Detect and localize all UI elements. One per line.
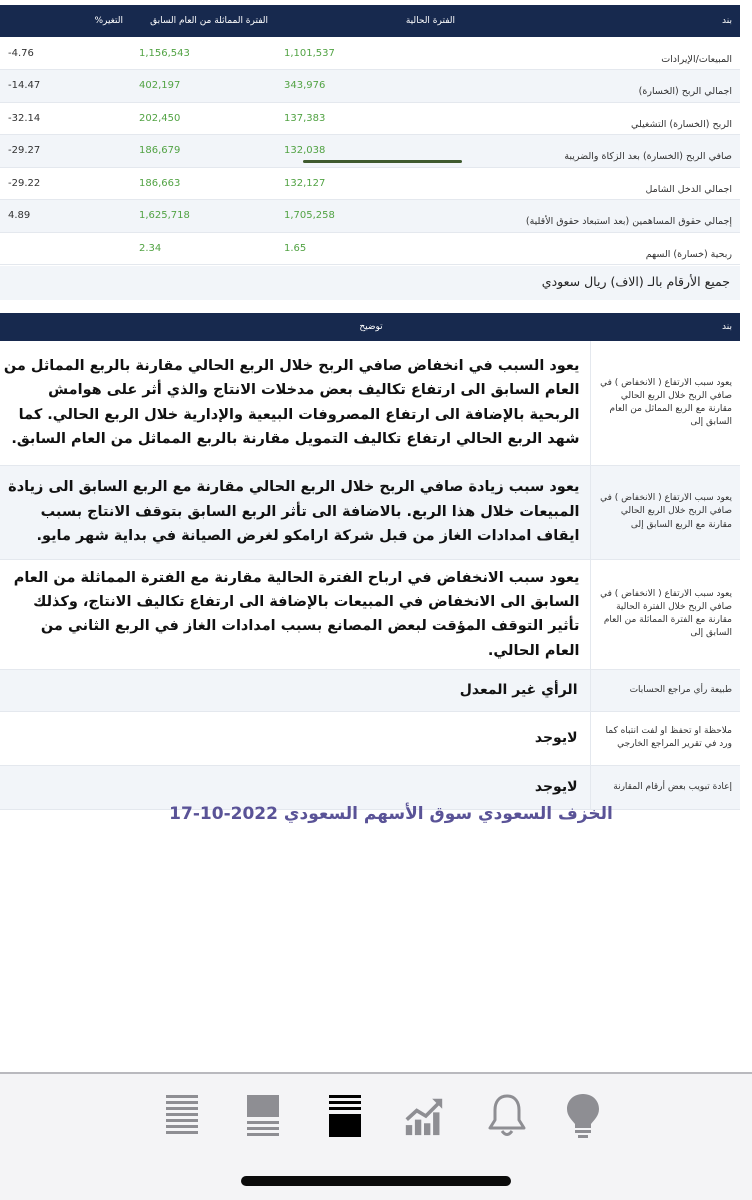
home-indicator[interactable] bbox=[241, 1176, 511, 1186]
row-previous: 1,156,543 bbox=[131, 37, 276, 70]
explanation-table-header bbox=[0, 313, 740, 341]
row-item: الربح (الخسارة) التشغيلي bbox=[463, 102, 740, 135]
row-label: ملاحظة او تحفظ او لفت انتباه كما ورد في تقرير المراجع الخارجي bbox=[590, 711, 740, 765]
chart-up-icon bbox=[404, 1094, 444, 1138]
row-current: 132,127 bbox=[276, 167, 463, 200]
row-current: 132,038 bbox=[276, 135, 463, 168]
financial-table-header bbox=[0, 5, 740, 37]
bottom-tab-bar bbox=[0, 1072, 752, 1200]
row-item: اجمالي الدخل الشامل bbox=[463, 167, 740, 200]
units-note: جميع الأرقام بالـ (الاف) ريال سعودي bbox=[0, 266, 740, 300]
tab-stack[interactable] bbox=[325, 1092, 365, 1140]
row-current: 1,101,537 bbox=[276, 37, 463, 70]
highlight-underline bbox=[303, 160, 462, 163]
row-label: يعود سبب الارتفاع ( الانخفاض ) في صافي الربح خلال الربع الحالي مقارنة مع الربع السابق إلى bbox=[590, 465, 740, 559]
table-row bbox=[0, 37, 740, 70]
row-current: 343,976 bbox=[276, 70, 463, 103]
row-current: 137,383 bbox=[276, 102, 463, 135]
lightbulb-icon bbox=[565, 1093, 601, 1139]
row-item: اجمالي الربح (الخسارة) bbox=[463, 70, 740, 103]
tab-list[interactable] bbox=[162, 1092, 202, 1140]
row-label: يعود سبب الارتفاع ( الانخفاض ) في صافي الربح خلال الربع الحالي مقارنة مع الربع المماثل من العام السابق إلى bbox=[590, 341, 740, 465]
row-item: إجمالي حقوق المساهمين (بعد استبعاد حقوق الأقلية) bbox=[463, 200, 740, 233]
row-explanation: يعود السبب في انخفاض صافي الربح خلال الربع الحالي مقارنة بالربع المماثل من العام السابق الى ارتفاع تكاليف بعض مدخلات الانتاج والذي أثر على هوامش الربحية بالإضافة الى ارتفاع المصروفات البيعية والإدارية خلال الربع الحالي. كما شهد الربع الحالي ارتفاع تكاليف التمويل مقارنة بالربع المماثل من العام السابق. bbox=[0, 341, 590, 465]
row-previous: 2.34 bbox=[131, 232, 276, 265]
header-item: بند bbox=[590, 313, 740, 341]
row-previous: 186,679 bbox=[131, 135, 276, 168]
row-label: إعادة تبويب بعض أرقام المقارنة bbox=[590, 765, 740, 809]
table-row bbox=[0, 669, 740, 711]
table-row bbox=[0, 711, 740, 765]
tab-document[interactable] bbox=[243, 1092, 283, 1140]
tab-tips[interactable] bbox=[563, 1092, 603, 1140]
table-row bbox=[0, 765, 740, 809]
row-change: -29.27 bbox=[0, 135, 131, 168]
header-explanation: توضيح bbox=[0, 313, 590, 341]
row-change: -29.22 bbox=[0, 167, 131, 200]
row-change: -32.14 bbox=[0, 102, 131, 135]
header-previous-period: الفترة المماثلة من العام السابق bbox=[131, 5, 276, 37]
stack-icon bbox=[327, 1094, 363, 1138]
financial-results-table bbox=[0, 5, 740, 265]
tab-notifications[interactable] bbox=[487, 1092, 527, 1140]
table-row bbox=[0, 341, 740, 465]
row-explanation: يعود سبب زيادة صافي الربح خلال الربع الحالي مقارنة مع الربع السابق الى زيادة المبيعات خلال هذا الربع. بالاضافة الى تأثر الربع السابق بتوقف الانتاج بسبب ايقاف امدادات الغاز من قبل شركة ارامكو لغرض الصيانة في بداية شهر مايو. bbox=[0, 465, 590, 559]
row-item: المبيعات/الإيرادات bbox=[463, 37, 740, 70]
list-lines-icon bbox=[165, 1094, 199, 1138]
table-row bbox=[0, 465, 740, 559]
company-date-caption: الخزف السعودي سوق الأسهم السعودي 2022-10-17 bbox=[169, 804, 613, 824]
row-explanation: لايوجد bbox=[0, 711, 590, 765]
row-current: 1,705,258 bbox=[276, 200, 463, 233]
table-row bbox=[0, 70, 740, 103]
row-change: -14.47 bbox=[0, 70, 131, 103]
row-previous: 202,450 bbox=[131, 102, 276, 135]
table-row bbox=[0, 167, 740, 200]
row-label: يعود سبب الارتفاع ( الانخفاض ) في صافي الربح خلال الفترة الحالية مقارنة مع الفترة المماثلة من العام السابق إلى bbox=[590, 559, 740, 669]
row-change: -4.76 bbox=[0, 37, 131, 70]
row-explanation: الرأي غير المعدل bbox=[0, 669, 590, 711]
row-item: صافي الربح (الخسارة) بعد الزكاة والضريبة bbox=[463, 135, 740, 168]
row-current: 1.65 bbox=[276, 232, 463, 265]
header-change: التغير% bbox=[0, 5, 131, 37]
header-current-period: الفترة الحالية bbox=[276, 5, 463, 37]
row-change: 4.89 bbox=[0, 200, 131, 233]
table-row bbox=[0, 232, 740, 265]
document-icon bbox=[245, 1094, 281, 1138]
row-item: ربحية (خسارة) السهم bbox=[463, 232, 740, 265]
bell-icon bbox=[487, 1093, 527, 1139]
row-label: طبيعة رأي مراجع الحسابات bbox=[590, 669, 740, 711]
row-previous: 1,625,718 bbox=[131, 200, 276, 233]
row-explanation: لايوجد bbox=[0, 765, 590, 809]
row-previous: 186,663 bbox=[131, 167, 276, 200]
row-change bbox=[0, 232, 131, 265]
row-explanation: يعود سبب الانخفاض في ارباح الفترة الحالية مقارنة مع الفترة المماثلة من العام السابق الى الانخفاض في المبيعات بالإضافة الى ارتفاع تكاليف الانتاج، وكذلك تأثير التوقف المؤقت لبعض المصانع بسبب امدادات الغاز في الربع الثاني من العام الحالي. bbox=[0, 559, 590, 669]
table-row bbox=[0, 102, 740, 135]
row-previous: 402,197 bbox=[131, 70, 276, 103]
header-item: بند bbox=[463, 5, 740, 37]
table-row bbox=[0, 559, 740, 669]
tab-chart[interactable] bbox=[404, 1092, 444, 1140]
explanation-table bbox=[0, 313, 740, 810]
table-row bbox=[0, 200, 740, 233]
